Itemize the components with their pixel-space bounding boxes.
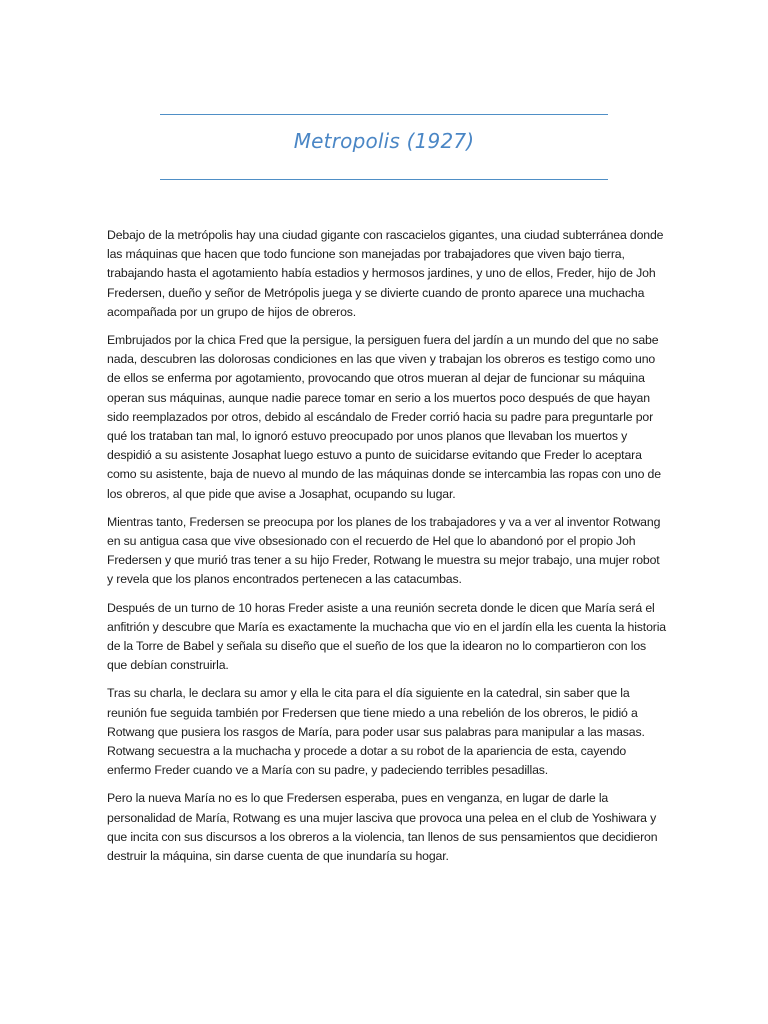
paragraph-2: Embrujados por la chica Fred que la persigue, la persiguen fuera del jardín a un mundo del que no sabe nada, descubren las dolorosas condiciones en las que viven y trabajan los obreros es testigo como uno de ellos se enferma por agotamiento, provocando que otros mueran al dejar de funcionar su máquina operan sus máquinas, aunque nadie parece tomar en serio a los muertos poco después de que hayan sido reemplazados por otros, debido al escándalo de Freder corrió hacia su padre para preguntarle por qué los trataban tan mal, lo ignoró estuvo preocupado por unos planos que llevaban los muertos y despidió a su asistente Josaphat luego estuvo a punto de suicidarse evitando que Freder lo aceptara como su asistente, baja de nuevo al mundo de las máquinas donde se intercambia las ropas con uno de los obreros, al que pide que avise a Josaphat, ocupando su lugar. xyxy=(107,333,661,501)
paragraph-3: Mientras tanto, Fredersen se preocupa por los planes de los trabajadores y va a ver al inventor Rotwang en su antigua casa que vive obsesionado con el recuerdo de Hel que lo abandonó por el propio Joh Fredersen y que murió tras tener a su hijo Freder, Rotwang le muestra su mejor trabajo, una mujer robot y revela que los planos encontrados pertenecen a las catacumbas. xyxy=(107,514,661,587)
paragraph-6: Pero la nueva María no es lo que Fredersen esperaba, pues en venganza, en lugar de darle la personalidad de María, Rotwang es una mujer lasciva que provoca una pelea en el club de Yoshiwara y que incita con sus discursos a los obreros a la violencia, tan llenos de sus pensamientos que decidieron destruir la máquina, sin darse cuenta de que inundaría su hogar. xyxy=(107,791,658,864)
document-body xyxy=(107,226,667,875)
title-block xyxy=(160,114,608,180)
document-title: Metropolis (1927) xyxy=(293,129,475,153)
paragraph-5: Tras su charla, le declara su amor y ella le cita para el día siguiente en la catedral, sin saber que la reunión fue seguida también por Fredersen que tiene miedo a una rebelión de los obreros, le pidió a Rotwang que pusiera los rasgos de María, para poder usar sus palabras para manipular a las masas. Rotwang secuestra a la muchacha y procede a dotar a su robot de la apariencia de esta, cayendo enfermo Freder cuando ve a María con su padre, y padeciendo terribles pesadillas. xyxy=(107,686,645,778)
paragraph-1: Debajo de la metrópolis hay una ciudad gigante con rascacielos gigantes, una ciudad subterránea donde las máquinas que hacen que todo funcione son manejadas por trabajadores que viven bajo tierra, trabajando hasta el agotamiento había estadios y hermosos jardines, y uno de ellos, Freder, hijo de Joh Fredersen, dueño y señor de Metrópolis juega y se divierte cuando de pronto aparece una muchacha acompañada por un grupo de hijos de obreros. xyxy=(107,228,664,319)
paragraph-4: Después de un turno de 10 horas Freder asiste a una reunión secreta donde le dicen que María será el anfitrión y descubre que María es exactamente la muchacha que vio en el jardín ella les cuenta la historia de la Torre de Babel y señala su diseño que el sueño de los que la idearon no lo compartieron con los que debían construirla. xyxy=(107,600,666,673)
